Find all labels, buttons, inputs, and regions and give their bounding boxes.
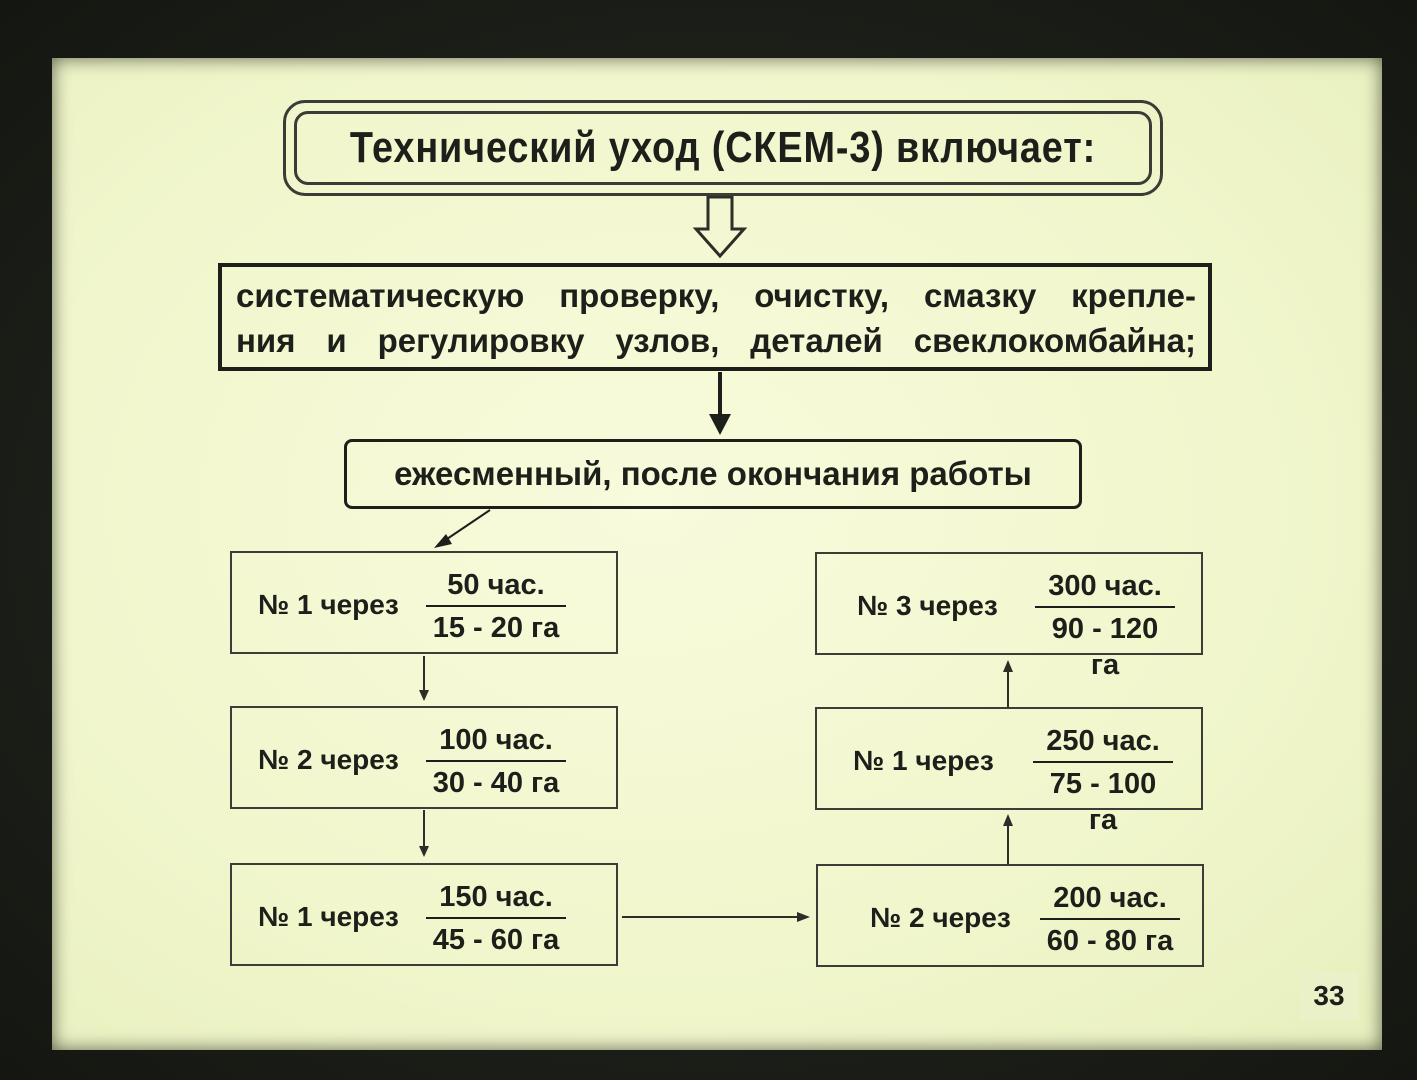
- maintenance-area: 45 - 60 га: [432, 924, 560, 956]
- fraction-bar: [426, 917, 566, 919]
- hollow-down-arrow: [696, 197, 744, 256]
- maintenance-hours: 150 час.: [439, 881, 553, 913]
- arrow-head-m2-to-m3: [419, 846, 429, 857]
- page-title: Технический уход (СКЕМ-3) включает:: [349, 123, 1097, 172]
- fraction-bar: [426, 760, 566, 762]
- maintenance-box-2: [230, 706, 618, 809]
- maintenance-area: 15 - 20 га: [432, 612, 560, 644]
- arrow-head-m5-to-m6: [1003, 660, 1013, 672]
- maintenance-label: № 2 через: [870, 902, 1011, 933]
- maintenance-area: 90 - 120 га: [1051, 613, 1159, 681]
- maintenance-box-3: [230, 863, 618, 966]
- maintenance-interval: [426, 567, 566, 646]
- fraction-bar: [426, 605, 566, 607]
- maintenance-hours: 100 час.: [439, 724, 553, 756]
- maintenance-label: № 3 через: [857, 590, 998, 621]
- maintenance-interval: [426, 722, 566, 801]
- maintenance-interval: [1035, 568, 1175, 683]
- arrow-head-daily-to-m1: [434, 534, 452, 548]
- maintenance-interval: [426, 879, 566, 958]
- maintenance-area: 75 - 100 га: [1049, 768, 1157, 836]
- maintenance-label: № 2 через: [258, 744, 399, 775]
- arrow-daily-to-m1: [444, 510, 490, 541]
- maintenance-area: 30 - 40 га: [432, 767, 560, 799]
- maintenance-interval: [1040, 880, 1180, 959]
- arrow-head-scope-to-daily: [709, 414, 731, 435]
- arrow-head-m3-to-m4: [797, 912, 810, 922]
- page-number: 33: [1300, 972, 1358, 1020]
- scope-line-2: ния и регулировку узлов, деталей свеклокомбайна;: [236, 322, 1196, 359]
- maintenance-box-5: [815, 707, 1203, 836]
- fraction-bar: [1035, 606, 1175, 608]
- daily-maintenance-box: ежесменный, после окончания работы: [344, 439, 1082, 509]
- maintenance-interval: [1033, 723, 1173, 838]
- arrow-head-m1-to-m2: [419, 690, 429, 701]
- maintenance-label: № 1 через: [258, 901, 399, 932]
- maintenance-box-6: [815, 552, 1203, 681]
- maintenance-hours: 50 час.: [447, 569, 545, 601]
- maintenance-area: 60 - 80 га: [1046, 925, 1174, 957]
- title-box: [283, 100, 1163, 196]
- fraction-bar: [1033, 761, 1173, 763]
- scope-box: [218, 263, 1212, 371]
- arrow-head-m4-to-m5: [1003, 814, 1013, 826]
- maintenance-box-1: [230, 551, 618, 654]
- maintenance-hours: 300 час.: [1048, 570, 1162, 602]
- maintenance-hours: 250 час.: [1046, 725, 1160, 757]
- maintenance-label: № 1 через: [853, 745, 994, 776]
- scope-line-1: систематическую проверку, очистку, смазку крепле-: [236, 277, 1196, 314]
- fraction-bar: [1040, 918, 1180, 920]
- maintenance-label: № 1 через: [258, 589, 399, 620]
- maintenance-box-4: [816, 864, 1204, 967]
- maintenance-hours: 200 час.: [1053, 882, 1167, 914]
